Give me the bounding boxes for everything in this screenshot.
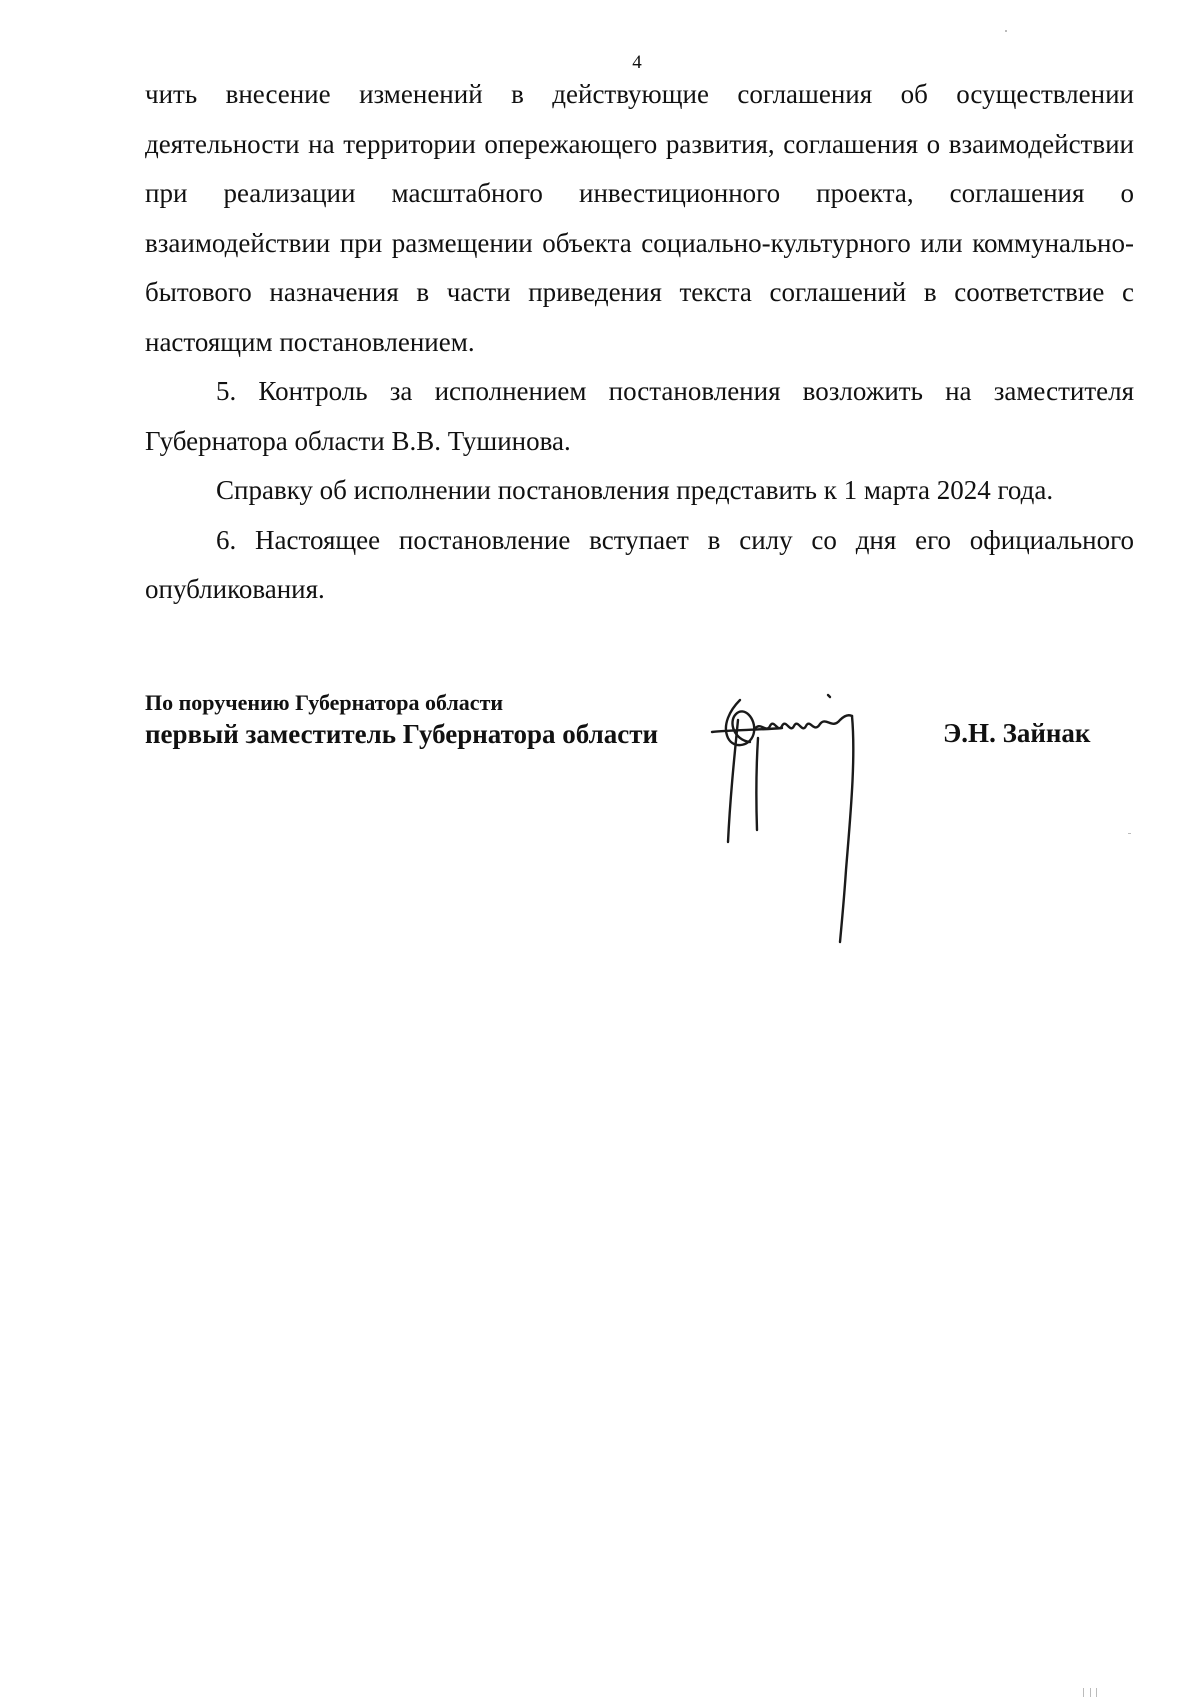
signatory-name: Э.Н. Зайнак <box>943 718 1091 748</box>
paragraph-item-5: 5. Контроль за исполнением постановления возложить на заместителя Губернатора области В.В. Тушинова. <box>145 376 1134 456</box>
signatory-position-line: первый заместитель Губернатора области <box>145 719 659 749</box>
paragraph-item-6: 6. Настоящее постановление вступает в силу со дня его официального опубликования. <box>145 524 1134 604</box>
scan-artifact <box>1096 1688 1097 1697</box>
paragraph-report-deadline: Справку об исполнении постановления представить к 1 марта 2024 года. <box>216 475 1054 505</box>
paragraph-continuation: чить внесение изменений в действующие соглашения об осуществлении деятельности на территории опережающего развития, соглашения о взаимодействии при реализации масштабного инвестиционного проекта, соглашения о взаимодействии при размещении объекта социально-культурного или коммунально-бытового назначения в части приведения текста соглашений в соответствие с настоящим постановлением. <box>145 79 1134 357</box>
scan-artifact <box>1128 833 1131 834</box>
scan-artifact <box>1005 30 1007 32</box>
page-number: 4 <box>632 52 642 73</box>
document-body <box>145 70 1134 615</box>
scan-artifact <box>1083 1688 1084 1697</box>
signatory-authority-line: По поручению Губернатора области <box>145 690 504 715</box>
handwritten-signature <box>700 680 930 950</box>
scan-artifact <box>1090 1688 1091 1697</box>
signatory-title <box>145 689 658 751</box>
